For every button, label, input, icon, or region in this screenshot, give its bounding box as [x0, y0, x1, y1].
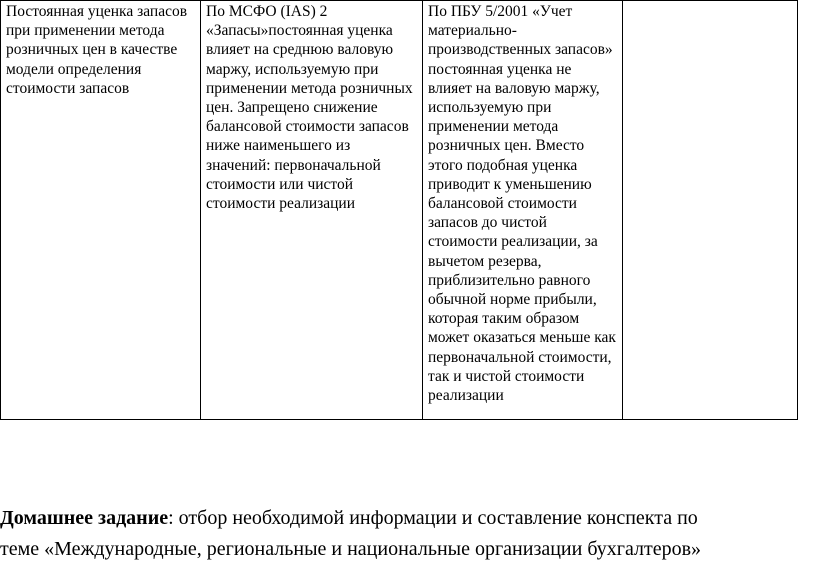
table-cell-empty — [623, 1, 798, 420]
table-cell-ifrs: По МСФО (IAS) 2 «Запасы»постоянная уценка влияет на среднюю валовую маржу, используемую при применении метода розничных цен. Запрещено снижение балансовой стоимости запасов ниже наименьшего из значений: первоначальной стоимости или чистой стоимости реализации — [201, 1, 423, 420]
homework-line-1 — [0, 503, 816, 534]
homework-paragraph — [0, 503, 816, 565]
homework-text-1: : отбор необходимой информации и составление конспекта по — [168, 507, 698, 529]
table-row — [1, 1, 798, 420]
homework-label: Домашнее задание — [0, 507, 169, 529]
table-cell-pbu: По ПБУ 5/2001 «Учет материально-производственных запасов» постоянная уценка не влияет на валовую маржу, используемую при применении метода розничных цен. Вместо этого подобная уценка приводит к уменьшению балансовой стоимости запасов до чистой стоимости реализации, за вычетом резерва, приблизительно равного обычной норме прибыли, которая таким образом может оказаться меньше как первоначальной стоимости, так и чистой стоимости реализации — [423, 1, 623, 420]
table-cell-topic: Постоянная уценка запасов при применении метода розничных цен в качестве модели определения стоимости запасов — [1, 1, 201, 420]
homework-line-2: теме «Международные, региональные и национальные организации бухгалтеров» — [0, 538, 702, 560]
